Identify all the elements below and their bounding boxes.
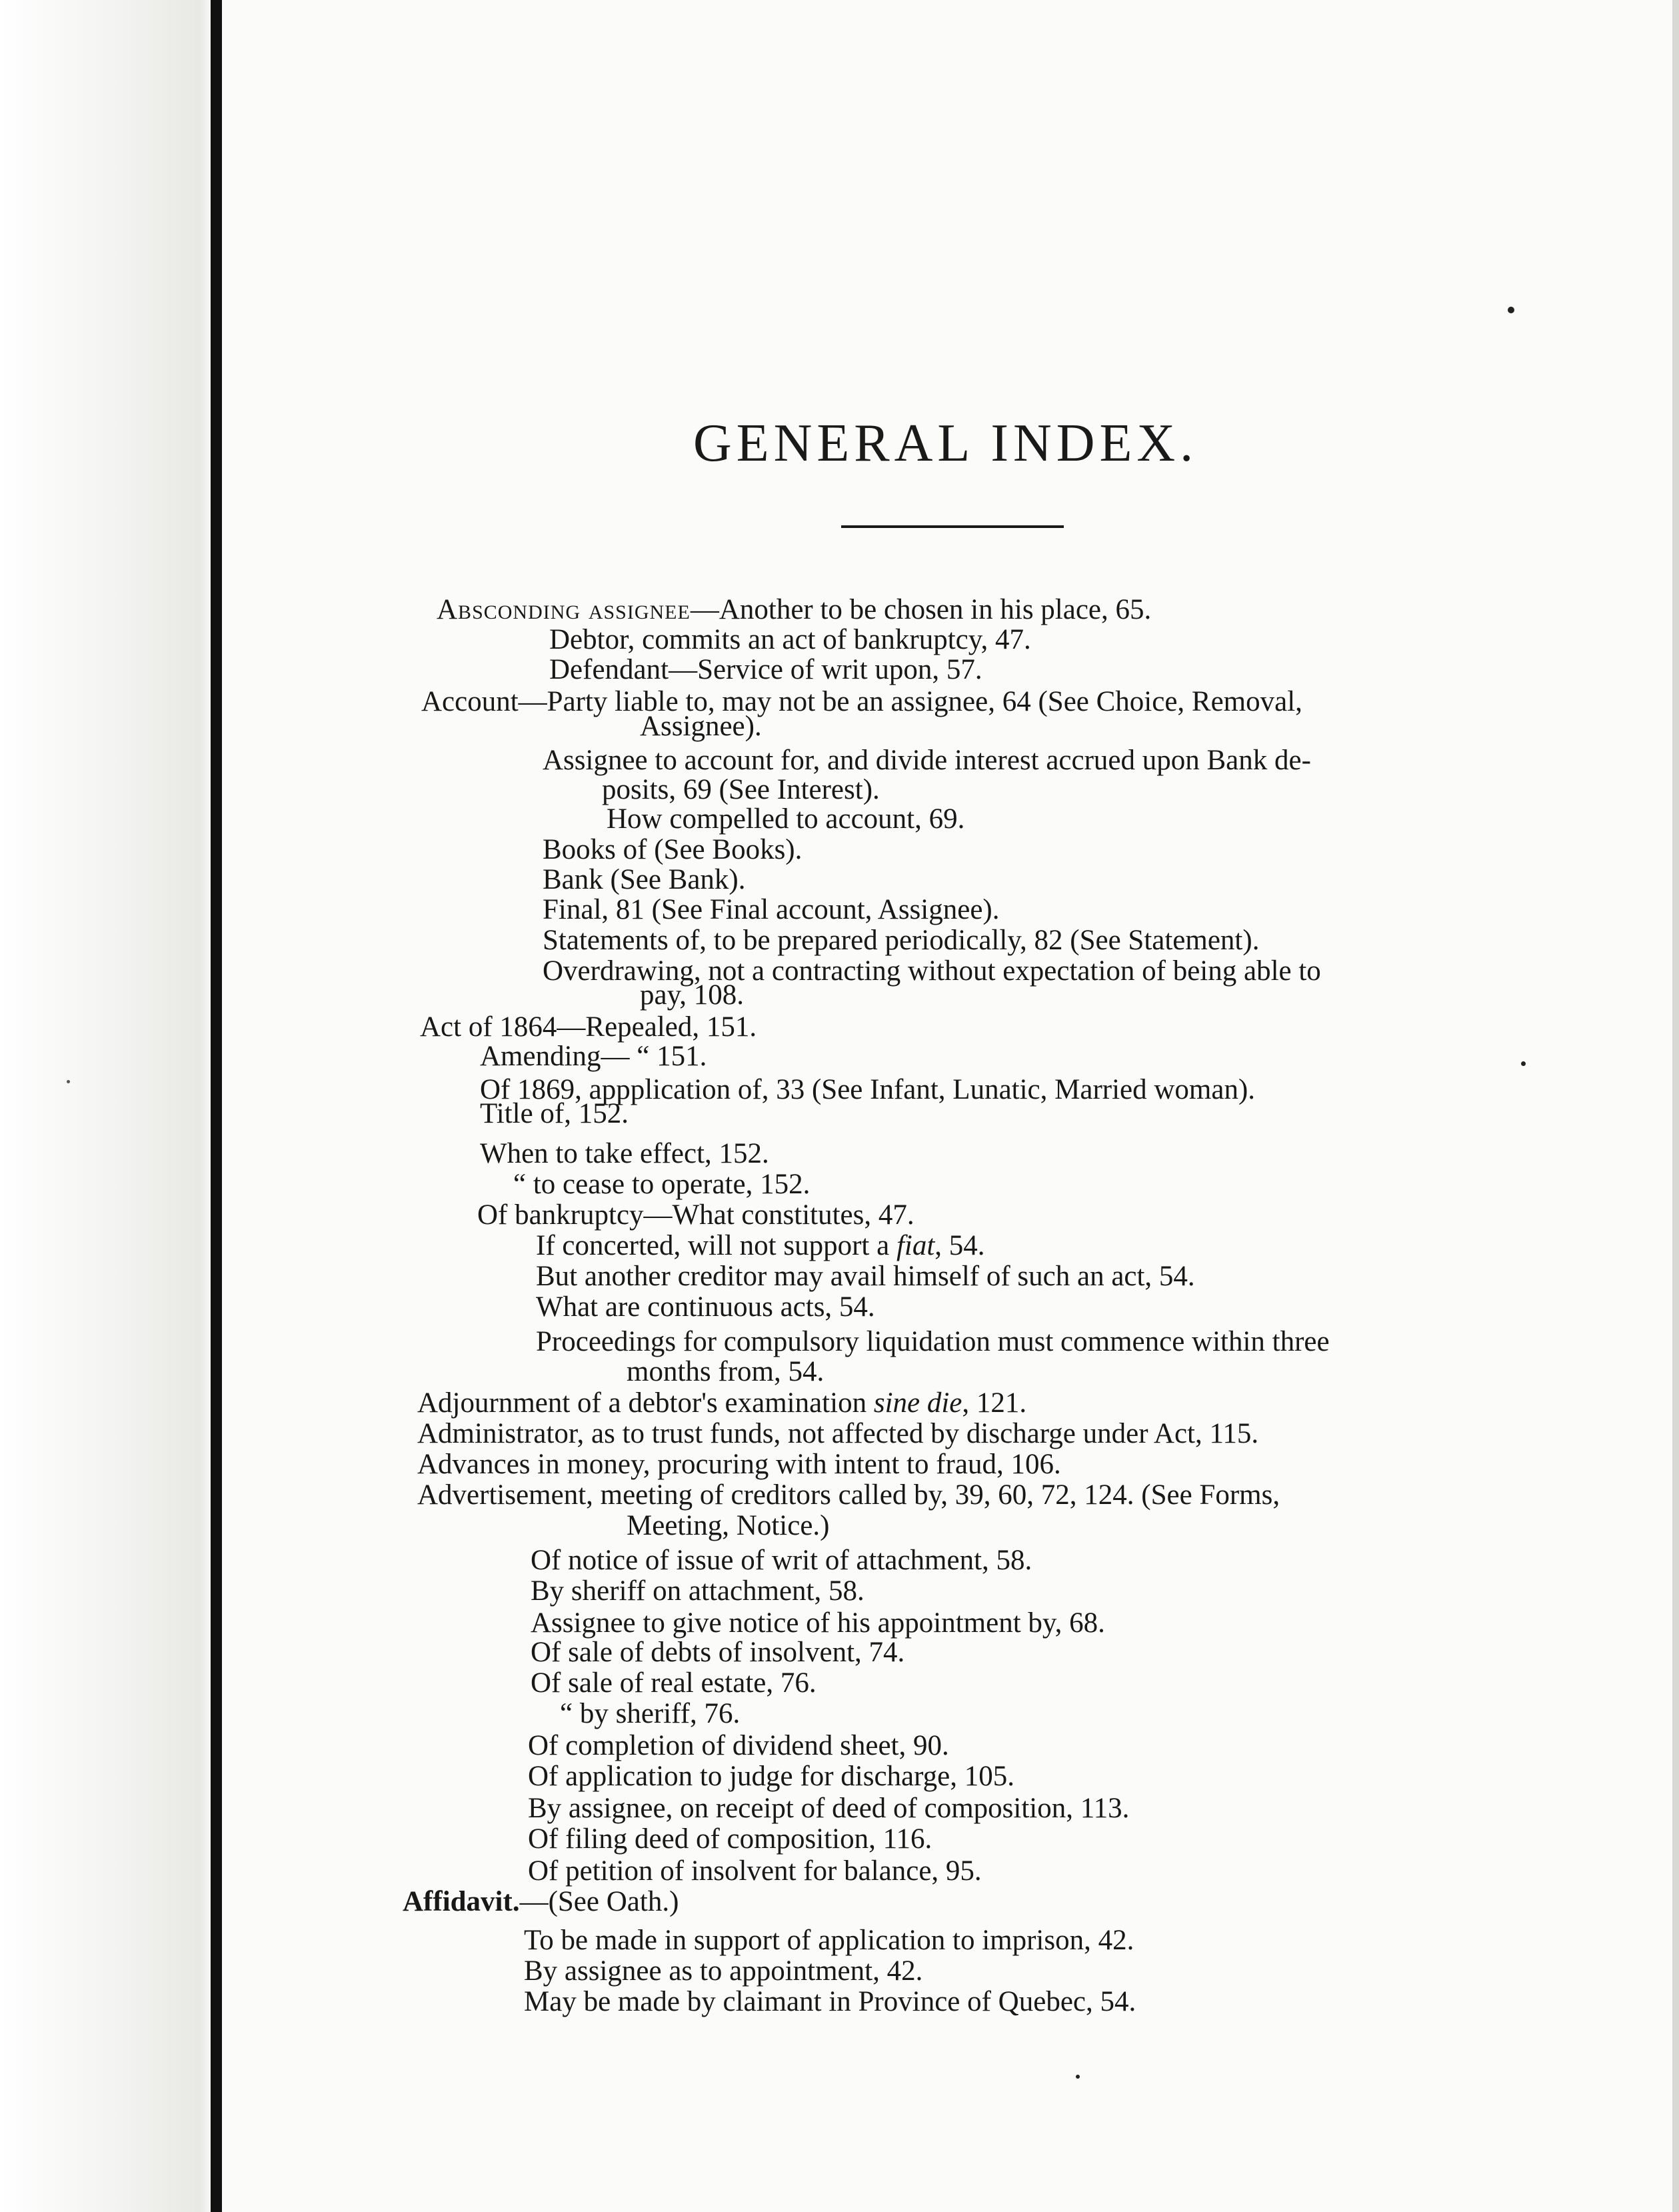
index-line	[417, 1419, 1258, 1449]
index-line	[528, 1731, 949, 1761]
index-line	[528, 1824, 932, 1855]
entry-text: Of notice of issue of writ of attachment, 58.	[531, 1545, 1032, 1576]
entry-text: Assignee to give notice of his appointment by, 68.	[531, 1607, 1105, 1639]
page-spine-edge	[211, 0, 222, 2212]
entry-text: Account—Party liable to, may not be an assignee, 64 (See Choice, Removal,	[421, 686, 1302, 717]
title-divider-rule	[841, 525, 1064, 528]
entry-text: “ by sheriff, 76.	[560, 1698, 741, 1729]
entry-text: Assignee).	[640, 711, 762, 742]
binding-margin	[0, 0, 211, 2212]
index-line	[420, 1012, 757, 1043]
index-line	[528, 1856, 982, 1887]
index-line	[531, 1637, 904, 1668]
entry-text: —(See Oath.)	[519, 1886, 679, 1917]
index-line	[536, 1327, 1330, 1357]
index-line	[417, 1480, 1280, 1511]
index-line	[531, 1576, 864, 1607]
index-line	[531, 1668, 817, 1699]
index-line	[513, 1169, 810, 1200]
ink-speck	[67, 1080, 70, 1083]
index-line	[543, 925, 1259, 956]
index-line	[549, 625, 1031, 655]
entry-text: Defendant—Service of writ upon, 57.	[549, 654, 982, 685]
entry-text: By sheriff on attachment, 58.	[531, 1575, 864, 1607]
entry-text: But another creditor may avail himself of such an act, 54.	[536, 1261, 1195, 1292]
entry-text: Meeting, Notice.)	[627, 1510, 830, 1541]
entry-text: Proceedings for compulsory liquidation must commence within three	[536, 1326, 1330, 1357]
index-line	[536, 1292, 875, 1323]
entry-text: Overdrawing, not a contracting without expectation of being able to	[543, 955, 1321, 987]
index-line	[640, 980, 744, 1011]
entry-text: When to take effect, 152.	[480, 1138, 769, 1169]
entry-text: If concerted, will not support a	[536, 1230, 896, 1261]
entry-text: posits, 69 (See Interest).	[602, 774, 880, 805]
index-line	[417, 1449, 1061, 1480]
entry-text: Of bankruptcy—What constitutes, 47.	[477, 1199, 914, 1231]
entry-text: What are continuous acts, 54.	[536, 1291, 875, 1323]
index-line	[627, 1357, 824, 1387]
index-line	[536, 1261, 1195, 1292]
entry-text: “ to cease to operate, 152.	[513, 1169, 811, 1200]
entry-text: Advertisement, meeting of creditors called by, 39, 60, 72, 124. (See Forms,	[417, 1479, 1280, 1511]
entry-heading: Absconding assignee	[437, 594, 691, 625]
index-line	[528, 1793, 1129, 1824]
entry-text-italic: sine die	[873, 1387, 962, 1419]
entry-text: Of filing deed of composition, 116.	[528, 1823, 932, 1855]
entry-text: months from, 54.	[627, 1356, 825, 1387]
entry-text: Assignee to account for, and divide interest accrued upon Bank de-	[543, 745, 1311, 776]
index-line	[524, 1956, 922, 1987]
entry-text: Title of, 152.	[480, 1098, 629, 1129]
entry-text: Statements of, to be prepared periodically, 82 (See Statement).	[543, 925, 1260, 956]
entry-text: To be made in support of application to imprison, 42.	[524, 1925, 1134, 1956]
entry-text: Of petition of insolvent for balance, 95.	[528, 1855, 982, 1887]
index-line	[627, 1511, 830, 1541]
index-line	[524, 1925, 1134, 1956]
index-line	[543, 865, 746, 895]
index-line	[480, 1099, 629, 1129]
index-line	[543, 835, 802, 865]
entry-text: , 121.	[962, 1387, 1027, 1419]
entry-text-italic: fiat	[896, 1230, 935, 1261]
index-line	[403, 1887, 679, 1917]
entry-text: By assignee, on receipt of deed of composition, 113.	[528, 1793, 1130, 1824]
index-line	[480, 1041, 707, 1072]
index-line	[549, 655, 982, 685]
entry-text: Final, 81 (See Final account, Assignee).	[543, 894, 1000, 925]
index-line	[524, 1987, 1136, 2017]
entry-text: Of sale of real estate, 76.	[531, 1667, 817, 1699]
index-line	[560, 1699, 740, 1729]
index-line	[543, 895, 999, 925]
entry-text: Amending— “ 151.	[480, 1041, 707, 1072]
entry-text: Of completion of dividend sheet, 90.	[528, 1730, 949, 1761]
index-line	[437, 595, 1151, 625]
entry-heading-bold: Affidavit.	[403, 1886, 520, 1917]
ink-speck	[1508, 307, 1514, 313]
entry-text: pay, 108.	[640, 979, 745, 1011]
index-line	[480, 1139, 769, 1169]
entry-text: , 54.	[934, 1230, 985, 1261]
index-line	[607, 804, 964, 835]
entry-text: Adjournment of a debtor's examination	[417, 1387, 874, 1419]
right-page-edge	[1672, 0, 1679, 2212]
entry-text: Of application to judge for discharge, 105.	[528, 1761, 1015, 1792]
entry-text: Advances in money, procuring with intent to fraud, 106.	[417, 1449, 1061, 1480]
index-line	[528, 1761, 1014, 1792]
index-line	[536, 1231, 985, 1261]
entry-text: By assignee as to appointment, 42.	[524, 1955, 923, 1987]
index-line	[543, 745, 1311, 776]
entry-text: —Another to be chosen in his place, 65.	[690, 594, 1152, 625]
entry-text: How compelled to account, 69.	[607, 803, 965, 835]
entry-text: Bank (See Bank).	[543, 864, 746, 895]
entry-text: Of sale of debts of insolvent, 74.	[531, 1637, 905, 1668]
index-line	[602, 775, 880, 805]
index-line	[421, 687, 1302, 717]
entry-text: Of 1869, appplication of, 33 (See Infant, Lunatic, Married woman).	[480, 1074, 1256, 1105]
entry-text: May be made by claimant in Province of Quebec, 54.	[524, 1986, 1136, 2017]
ink-speck	[1521, 1061, 1526, 1066]
entry-text: Administrator, as to trust funds, not affected by discharge under Act, 115.	[417, 1418, 1259, 1449]
index-line	[531, 1545, 1032, 1576]
index-line	[417, 1388, 1026, 1419]
index-line	[640, 711, 762, 742]
ink-speck	[1076, 2075, 1080, 2079]
entry-text: Act of 1864—Repealed, 151.	[420, 1011, 757, 1043]
page-title: GENERAL INDEX.	[693, 414, 1198, 473]
entry-text: Debtor, commits an act of bankruptcy, 47.	[549, 624, 1031, 655]
index-line	[477, 1200, 914, 1231]
entry-text: Books of (See Books).	[543, 834, 803, 865]
index-line	[531, 1608, 1105, 1639]
